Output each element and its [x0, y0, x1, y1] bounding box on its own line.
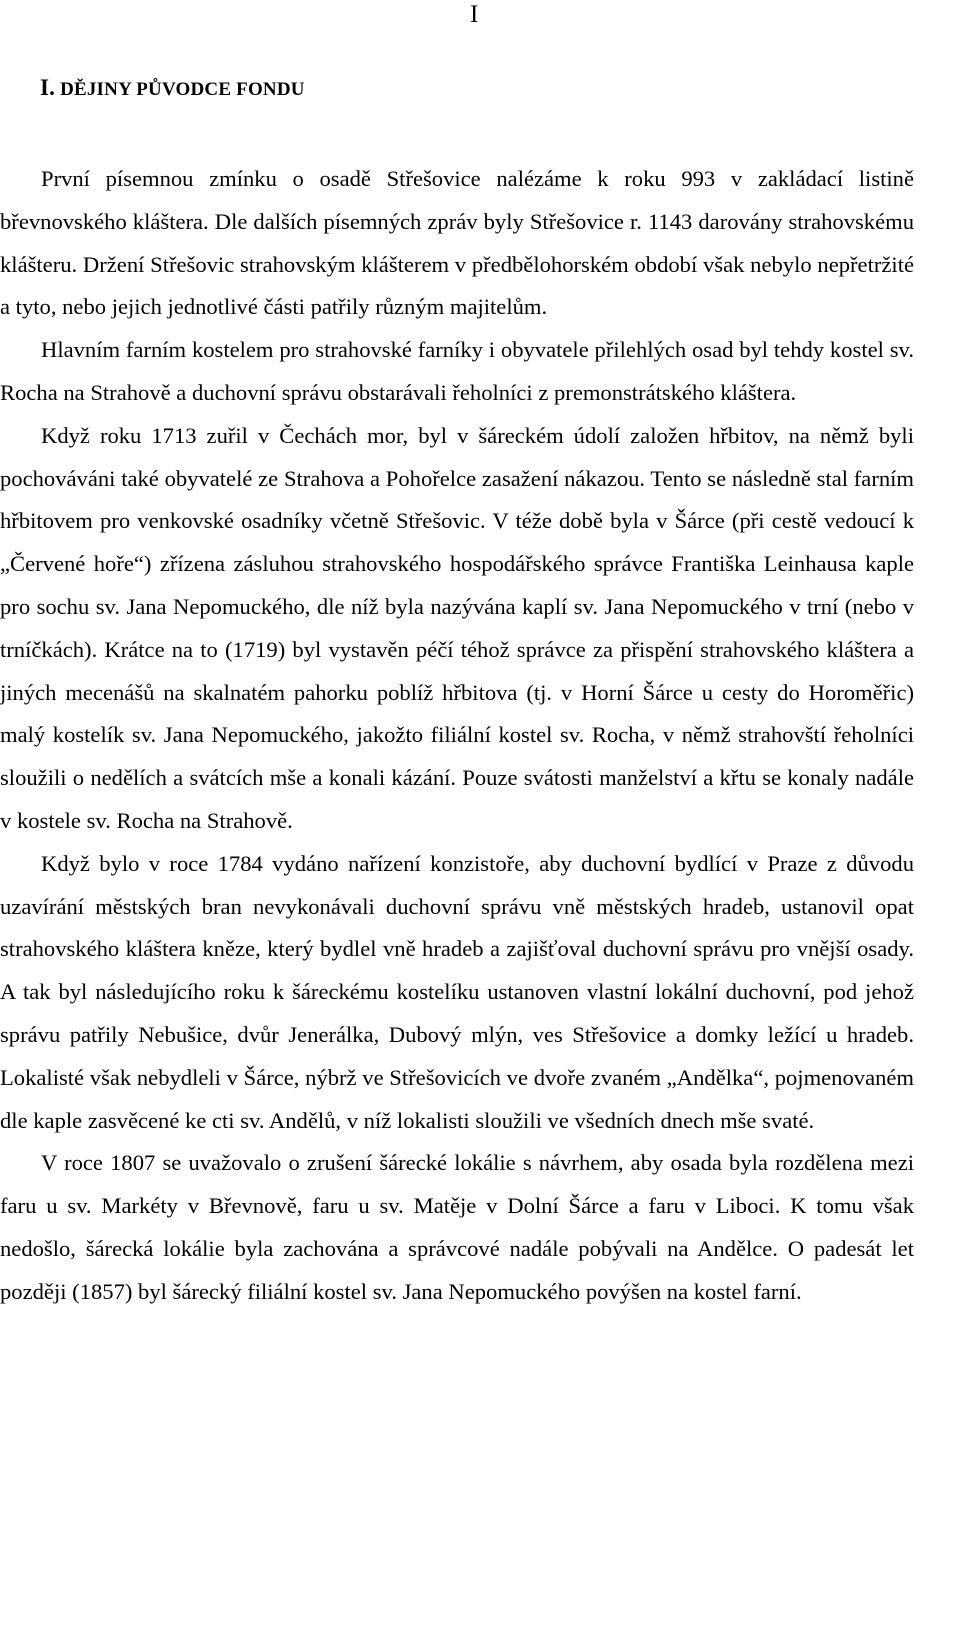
- body-text: [0, 158, 914, 1314]
- page-number: I: [470, 1, 479, 28]
- paragraph: Když roku 1713 zuřil v Čechách mor, byl v šáreckém údolí založen hřbitov, na němž byli pochováváni také obyvatelé ze Strahova a Pohořelce zasažení nákazou. Tento se následně stal farním hřbitovem pro venkovské osadníky včetně Střešovic. V téže době byla v Šárce (při cestě vedoucí k „Červené hoře“) zřízena zásluhou strahovského hospodářského správce Františka Leinhausa kaple pro sochu sv. Jana Nepomuckého, dle níž byla nazývána kaplí sv. Jana Nepomuckého v trní (nebo v trníčkách). Krátce na to (1719) byl vystavěn péčí téhož správce za přispění strahovského kláštera a jiných mecenášů na skalnatém pahorku poblíž hřbitova (tj. v Horní Šárce u cesty do Horoměřic) malý kostelík sv. Jana Nepomuckého, jakožto filiální kostel sv. Rocha, v němž strahovští řeholníci sloužili o nedělích a svátcích mše a konali kázání. Pouze svátosti manželství a křtu se konaly nadále v kostele sv. Rocha na Strahově.: [0, 422, 914, 833]
- paragraph: Když bylo v roce 1784 vydáno nařízení konzistoře, aby duchovní bydlící v Praze z důvodu uzavírání městských bran nevykonávali duchovní správu vně městských hradeb, ustanovil opat strahovského kláštera kněze, který bydlel vně hradeb a zajišťoval duchovní správu pro vnější osady. A tak byl následujícího roku k šáreckému kostelíku ustanoven vlastní lokální duchovní, pod jehož správu patřily Nebušice, dvůr Jenerálka, Dubový mlýn, ves Střešovice a domky ležící u hradeb. Lokalisté však nebydleli v Šárce, nýbrž ve Střešovicích ve dvoře zvaném „Andělka“, pojmenovaném dle kaple zasvěcené ke cti sv. Andělů, v níž lokalisti sloužili ve všedních dnech mše svaté.: [0, 850, 914, 1133]
- paragraph: V roce 1807 se uvažovalo o zrušení šárecké lokálie s návrhem, aby osada byla rozdělena mezi faru u sv. Markéty v Břevnově, faru u sv. Matěje v Dolní Šárce a faru v Liboci. K tomu však nedošlo, šárecká lokálie byla zachována a správcové nadále pobývali na Andělce. O padesát let později (1857) byl šárecký filiální kostel sv. Jana Nepomuckého povýšen na kostel farní.: [0, 1150, 914, 1304]
- chapter-heading-title: DĚJINY PŮVODCE FONDU: [60, 79, 305, 100]
- paragraph: Hlavním farním kostelem pro strahovské farníky i obyvatele přilehlých osad byl tehdy kostel sv. Rocha na Strahově a duchovní správu obstarávali řeholníci z premonstrátského kláštera.: [0, 337, 914, 405]
- paragraph: První písemnou zmínku o osadě Střešovice nalézáme k roku 993 v zakládací listině břevnovského kláštera. Dle dalších písemných zpráv byly Střešovice r. 1143 darovány strahovskému klášteru. Držení Střešovic strahovským klášterem v předbělohorském období však nebylo nepřetržité a tyto, nebo jejich jednotlivé části patřily různým majitelům.: [0, 166, 914, 320]
- chapter-heading: [40, 74, 305, 104]
- chapter-heading-number: I.: [40, 75, 56, 100]
